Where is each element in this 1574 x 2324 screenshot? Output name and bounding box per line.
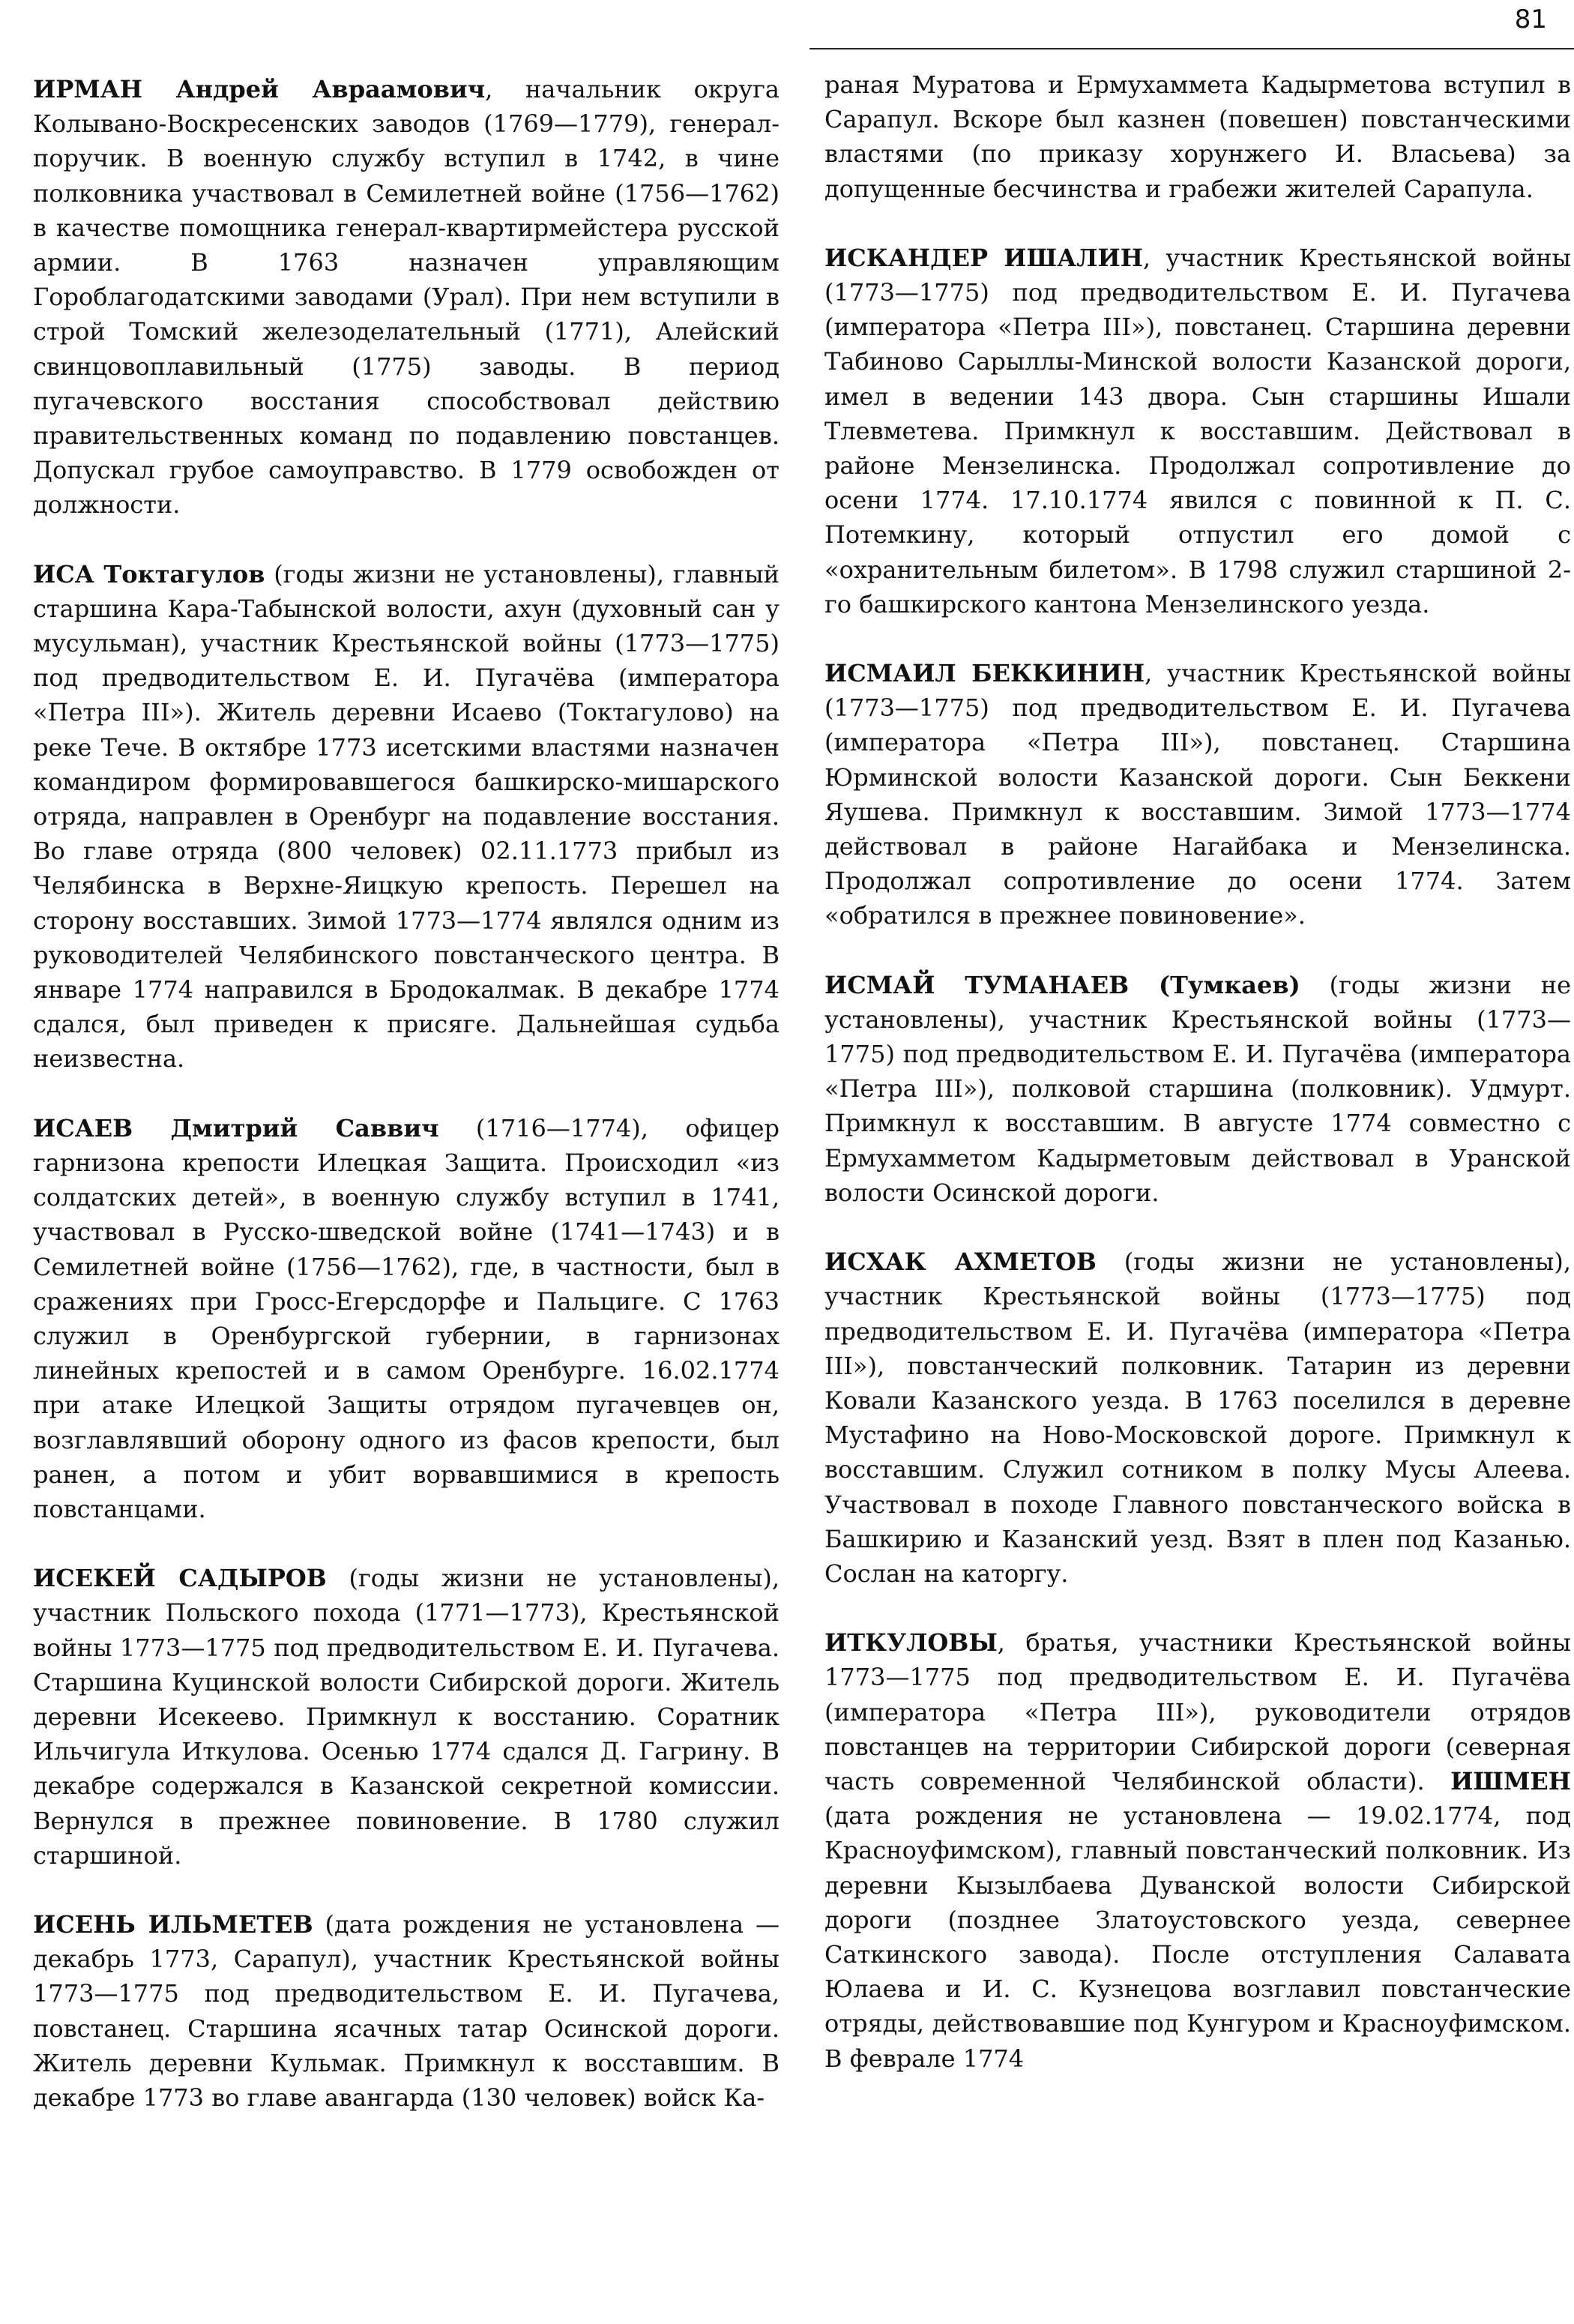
right-column	[824, 67, 1571, 2314]
dictionary-entry	[824, 1244, 1571, 1591]
entry-headword: ИСМАЙ ТУМАНАЕВ (Тумкаев)	[824, 970, 1300, 999]
entry-text: раная Муратова и Ермухаммета Кадырметова вступил в Сарапул. Вскоре был казнен (повешен) повстанческими властями (по приказу хорунжего И. Власьева) за допущенные бесчинства и грабежи жителей Сарапула.	[824, 70, 1571, 203]
entry-text: (1716—1774), офицер гарнизона крепости Илецкая Защита. Происходил «из солдатских детей», в военную службу вступил в 1741, участвовал в Русско-шведской войне (1741—1743) и в Семилетней войне (1756—1762), где, в частности, был в сражениях при Гросс-Егерсдорфе и Пальциге. С 1763 служил в Оренбургской губернии, в гарнизонах линейных крепостей и в самом Оренбурге. 16.02.1774 при атаке Илецкой Защиты отрядом пугачевцев он, возглавлявший оборону одного из фасов крепости, был ранен, а потом и убит ворвавшимися в крепость повстанцами.	[33, 1113, 780, 1523]
entry-headword: ИСКАНДЕР ИШАЛИН	[824, 243, 1143, 272]
dictionary-entry	[33, 1561, 780, 1873]
dictionary-entry	[33, 1111, 780, 1526]
entry-text: , братья, участники Крестьянской войны 1773—1775 под предводительством Е. И. Пугачёва (императора «Петра III»), руководители отрядов повстанцев на территории Сибирской дороги (северная часть современной Челябинской области).	[824, 1628, 1571, 1795]
dictionary-entry	[824, 67, 1571, 206]
page-number: 81	[1514, 4, 1547, 34]
entry-text: , участник Крестьянской войны (1773—1775) под предводительством Е. И. Пугачева (императора «Петра III»), повстанец. Старшина деревни Табиново Сарыллы-Минской волости Казанской дороги, имел в ведении 143 двора. Сын старшины Ишали Тлевметева. Примкнул к восставшим. Действовал в районе Мензелинска. Продолжал сопротивление до осени 1774. 17.10.1774 явился с повинной к П. С. Потемкину, который отпустил его домой с «охранительным билетом». В 1798 служил старшиной 2-го башкирского кантона Мензелинского уезда.	[824, 243, 1571, 618]
entry-headword: ИТКУЛОВЫ	[824, 1628, 998, 1658]
entry-text: (годы жизни не установлены), участник Крестьянской войны (1773—1775) под предводительством Е. И. Пугачёва (императора «Петра III»), полковой старшина (полковник). Удмурт. Примкнул к восставшим. В августе 1774 совместно с Ермухамметом Кадырметовым действовал в Уранской волости Осинской дороги.	[824, 970, 1571, 1207]
entry-headword: ИСА Токтагулов	[33, 559, 265, 588]
entry-headword: ИСЕНЬ ИЛЬМЕТЕВ	[33, 1909, 313, 1939]
header-rule	[809, 48, 1574, 49]
dictionary-entry	[824, 241, 1571, 621]
entry-headword: ИСХАК АХМЕТОВ	[824, 1247, 1097, 1277]
entry-text: , начальник округа Колывано-Воскресенских заводов (1769—1779), генерал-поручик. В военную службу вступил в 1742, в чине полковника участвовал в Семилетней войне (1756—1762) в качестве помощника генерал-квартирмейстера русской армии. В 1763 назначен управляющим Гороблагодатскими заводами (Урал). При нем вступили в строй Томский железоделательный (1771), Алейский свинцовоплавильный (1775) заводы. В период пугачевского восстания способствовал действию правительственных команд по подавлению повстанцев. Допускал грубое самоуправство. В 1779 освобожден от должности.	[33, 75, 780, 520]
dictionary-entry	[33, 72, 780, 523]
entry-text: (годы жизни не установлены), главный старшина Кара-Табынской волости, ахун (духовный сан у мусульман), участник Крестьянской войны (1773—1775) под предводительством Е. И. Пугачёва (императора «Петра III»). Житель деревни Исаево (Токтагулово) на реке Тече. В октябре 1773 исетскими властями назначен командиром формировавшегося башкирско-мишарского отряда, направлен в Оренбург на подавление восстания. Во главе отряда (800 человек) 02.11.1773 прибыл из Челябинска в Верхне-Яицкую крепость. Перешел на сторону восставших. Зимой 1773—1774 являлся одним из руководителей Челябинского повстанческого центра. В январе 1774 направился в Бродокалмак. В декабре 1774 сдался, был приведен к присяге. Дальнейшая судьба неизвестна.	[33, 559, 780, 1074]
entry-headword: ИСЕКЕЙ САДЫРОВ	[33, 1564, 327, 1593]
dictionary-entry	[824, 1625, 1571, 2076]
entry-headword: ИРМАН Андрей Авраамович	[33, 75, 486, 103]
entry-text: (годы жизни не установлены), участник Польского похода (1771—1773), Крестьянской войны 1773—1775 под предводительством Е. И. Пугачева. Старшина Куцинской волости Сибирской дороги. Житель деревни Исекеево. Примкнул к восстанию. Соратник Ильчигула Иткулова. Осенью 1774 сдался Д. Гагрину. В декабре содержался в Казанской секретной комиссии. Вернулся в прежнее повиновение. В 1780 служил старшиной.	[33, 1564, 780, 1870]
entry-text: (годы жизни не установлены), участник Крестьянской войны (1773—1775) под предводительством Е. И. Пугачёва (императора «Петра III»), повстанческий полковник. Татарин из деревни Ковали Казанского уезда. В 1763 поселился в деревне Мустафино на Ново-Московской дороге. Примкнул к восставшим. Служил сотником в полку Мусы Алеева. Участвовал в походе Главного повстанческого войска в Башкирию и Казанский уезд. Взят в плен под Казанью. Сослан на каторгу.	[824, 1247, 1571, 1588]
entry-text: (дата рождения не установлена — 19.02.1774, под Красноуфимском), главный повстанческий полковник. Из деревни Кызылбаева Дуванской волости Сибирской дороги (позднее Златоустовского уезда, севернее Саткинского завода). После отступления Салавата Юлаева и И. С. Кузнецова возглавил повстанческие отряды, действовавшие под Кунгуром и Красноуфимском. В феврале 1774	[824, 1801, 1571, 2073]
entry-text: (дата рождения не установлена — декабрь 1773, Сарапул), участник Крестьянской войны 1773—1775 под предводительством Е. И. Пугачева, повстанец. Старшина ясачных татар Осинской дороги. Житель деревни Кульмак. Примкнул к восставшим. В декабре 1773 во главе авангарда (130 человек) войск Ка-	[33, 1909, 780, 2112]
dictionary-entry	[33, 557, 780, 1077]
dictionary-entry	[33, 1907, 780, 2115]
entry-text: , участник Крестьянской войны (1773—1775) под предводительством Е. И. Пугачева (императора «Петра III»), повстанец. Старшина Юрминской волости Казанской дороги. Сын Беккени Яушева. Примкнул к восставшим. Зимой 1773—1774 действовал в районе Нагайбака и Мензелинска. Продолжал сопротивление до осени 1774. Затем «обратился в прежнее повиновение».	[824, 659, 1571, 930]
entry-headword: ИШМЕН	[1450, 1766, 1571, 1795]
entry-headword: ИСМАИЛ БЕККИНИН	[824, 659, 1145, 688]
left-column	[33, 72, 780, 2318]
dictionary-entry	[824, 656, 1571, 933]
dictionary-entry	[824, 968, 1571, 1210]
entry-headword: ИСАЕВ Дмитрий Саввич	[33, 1113, 439, 1143]
